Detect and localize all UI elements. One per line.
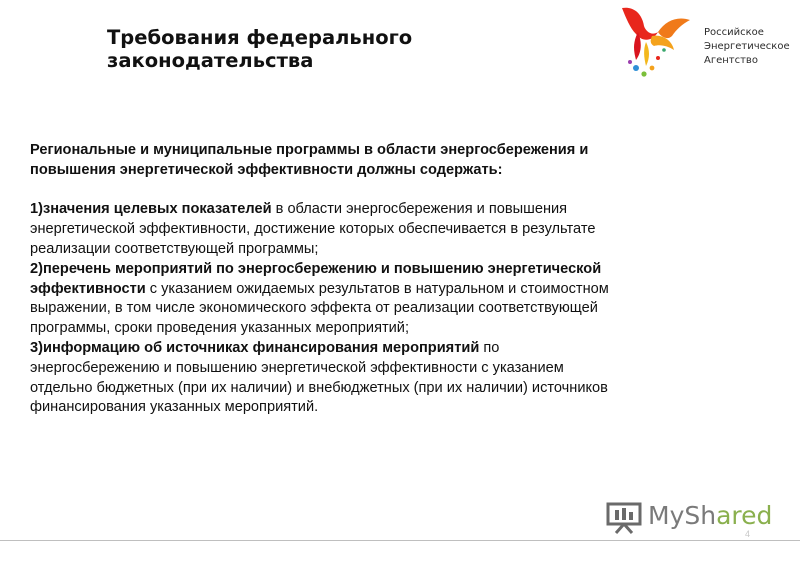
item-text: в области энергосбережения и повышения энергетической эффективности, достижение которых обеспечивается в результате реализации соответствующей программы; (30, 201, 596, 257)
logo-line: Российское (704, 27, 764, 38)
item-text: по энергосбережению и повышению энергетической эффективности с указанием отдельно бюджетных (при их наличии) и внебюджетных (при их наличии) источников финансирования указанных мероприятий. (30, 339, 608, 416)
intro-paragraph: Региональные и муниципальные программы в области энергосбережения и повышения энергетической эффективности должны содержать: (30, 142, 589, 178)
flame-bird-icon (612, 2, 704, 84)
list-item (30, 339, 630, 418)
presentation-board-icon (606, 500, 644, 534)
watermark-text: MyShared (648, 501, 773, 530)
logo-text (704, 26, 790, 68)
page-title: Требования федерального законодательства (107, 26, 413, 72)
myshared-watermark (606, 500, 776, 534)
body-text (30, 141, 630, 418)
item-heading: 1)значения целевых показателей (30, 201, 272, 218)
list-item (30, 200, 630, 259)
logo-line: Агентство (704, 55, 758, 66)
item-heading: 2)перечень мероприятий по энергосбережению и повышению энергетической эффективности (30, 260, 602, 297)
item-heading: 3)информацию об источниках финансирования мероприятий (30, 339, 480, 356)
item-text: с указанием ожидаемых результатов в натуральном и стоимостном выражении, в том числе экономического эффекта от реализации соответствующей программы, сроки проведения указанных мероприятий; (30, 280, 609, 337)
agency-logo (612, 2, 800, 84)
footer-divider (0, 540, 800, 541)
list-item (30, 260, 630, 339)
logo-line: Энергетическое (704, 41, 790, 52)
page-number: 4 (745, 529, 751, 539)
